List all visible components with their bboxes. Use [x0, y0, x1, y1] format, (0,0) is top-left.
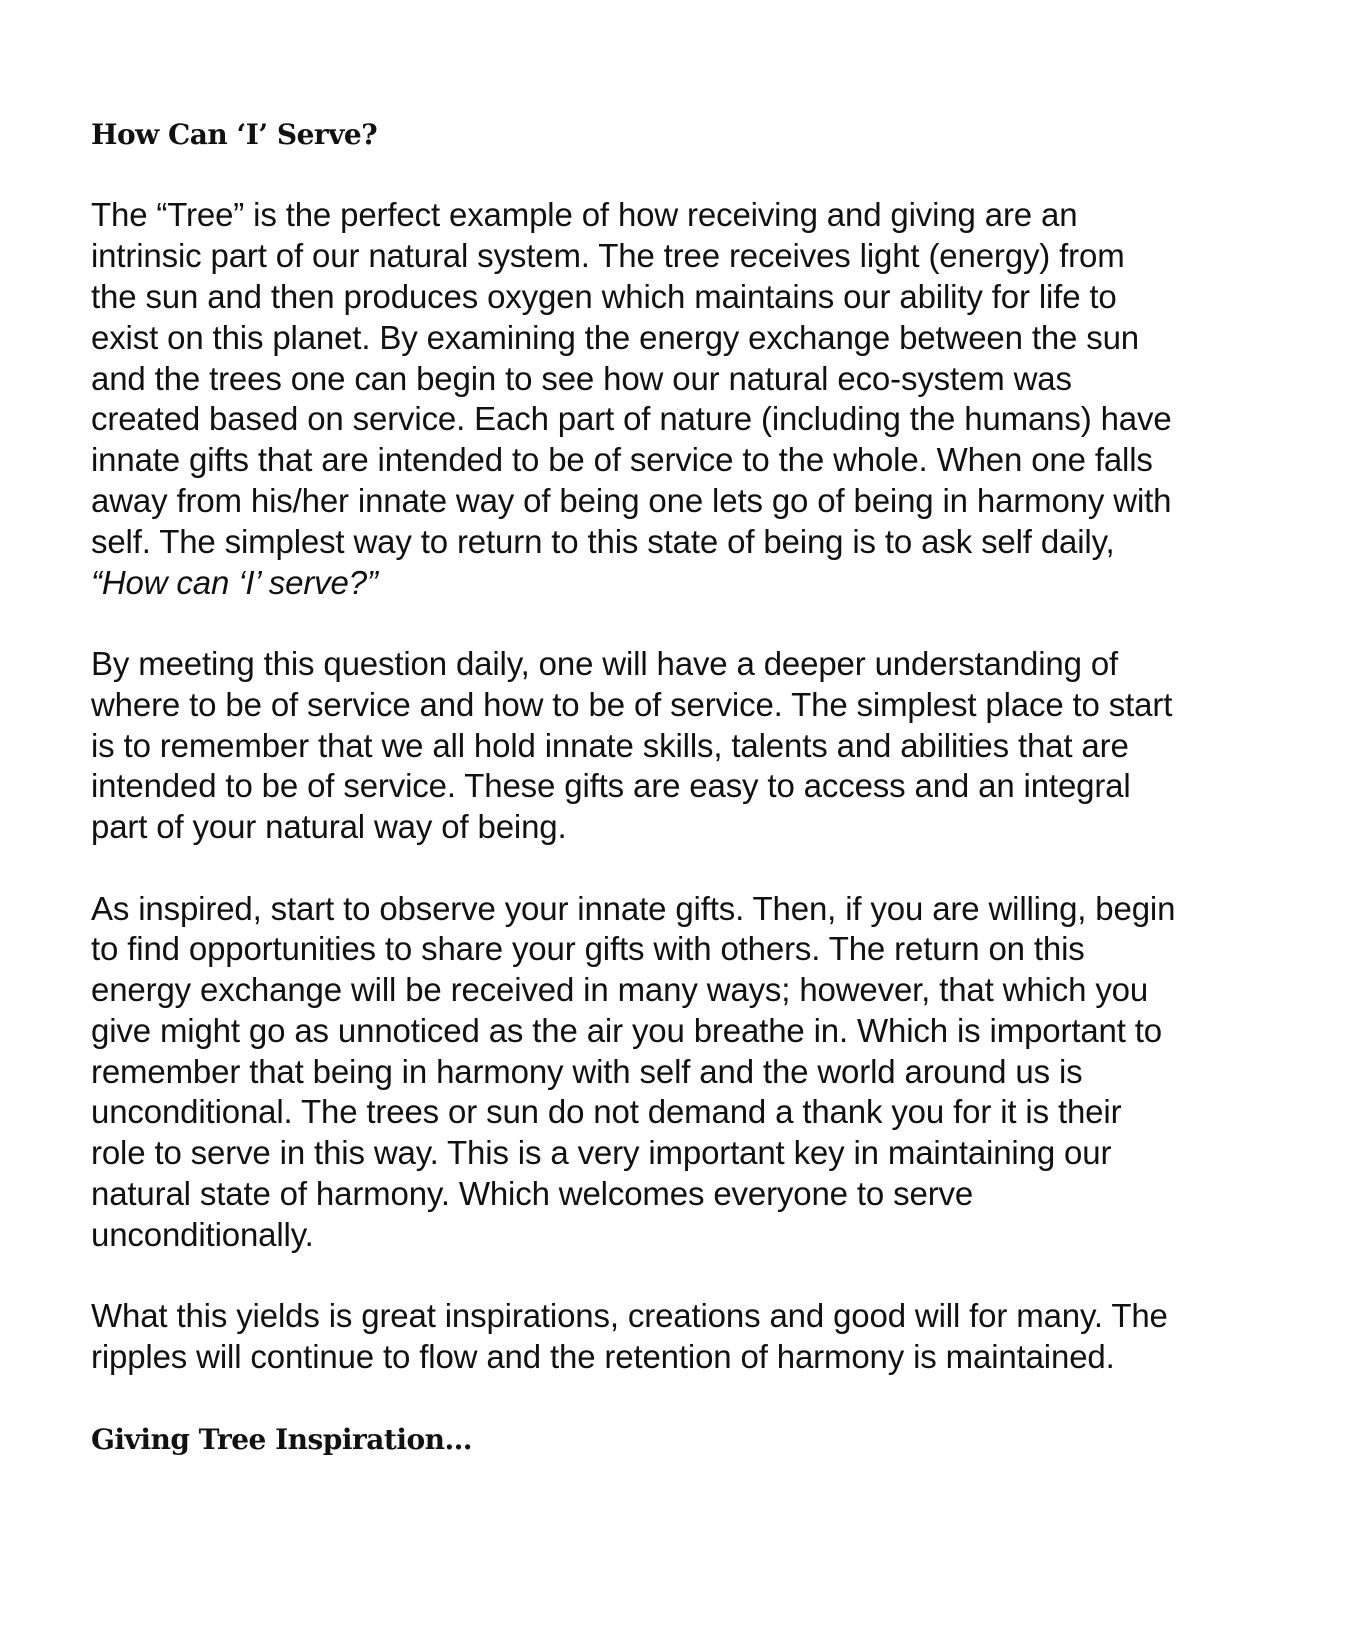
- paragraph-line: and the trees one can begin to see how our natural eco-system was: [91, 360, 1072, 397]
- paragraph-line: the sun and then produces oxygen which maintains our ability for life to: [91, 278, 1117, 315]
- paragraph-line: is to remember that we all hold innate skills, talents and abilities that are: [91, 727, 1129, 764]
- paragraph-line: What this yields is great inspirations, creations and good will for many. The: [91, 1297, 1168, 1334]
- paragraph-line: to find opportunities to share your gifts with others. The return on this: [91, 930, 1085, 967]
- italic-question: “How can ‘I’ serve?”: [91, 564, 378, 601]
- paragraph-line: energy exchange will be received in many ways; however, that which you: [91, 971, 1149, 1008]
- paragraph-line: natural state of harmony. Which welcomes everyone to serve: [91, 1175, 974, 1212]
- paragraph-line: part of your natural way of being.: [91, 808, 567, 845]
- paragraph-line: created based on service. Each part of nature (including the humans) have: [91, 400, 1172, 437]
- closing-heading: Giving Tree Inspiration…: [91, 1423, 472, 1456]
- paragraph-line: away from his/her innate way of being one lets go of being in harmony with: [91, 482, 1172, 519]
- paragraph-line: unconditional. The trees or sun do not demand a thank you for it is their: [91, 1093, 1122, 1130]
- document-title: How Can ‘I’ Serve?: [91, 118, 378, 151]
- paragraph-line: unconditionally.: [91, 1216, 314, 1253]
- paragraph-line: role to serve in this way. This is a very important key in maintaining our: [91, 1134, 1112, 1171]
- paragraph-line: self. The simplest way to return to this state of being is to ask self daily,: [91, 523, 1115, 560]
- paragraph-line: intrinsic part of our natural system. The tree receives light (energy) from: [91, 237, 1125, 274]
- paragraph-line: where to be of service and how to be of service. The simplest place to start: [91, 686, 1173, 723]
- paragraph-line: As inspired, start to observe your innate gifts. Then, if you are willing, begin: [91, 890, 1176, 927]
- paragraph-line: exist on this planet. By examining the energy exchange between the sun: [91, 319, 1140, 356]
- paragraph-line: give might go as unnoticed as the air you breathe in. Which is important to: [91, 1012, 1162, 1049]
- paragraph-line: By meeting this question daily, one will have a deeper understanding of: [91, 645, 1119, 682]
- paragraph-line: The “Tree” is the perfect example of how receiving and giving are an: [91, 196, 1078, 233]
- paragraph-line: remember that being in harmony with self and the world around us is: [91, 1053, 1083, 1090]
- paragraph-line: ripples will continue to flow and the retention of harmony is maintained.: [91, 1338, 1115, 1375]
- paragraph-line: intended to be of service. These gifts are easy to access and an integral: [91, 767, 1131, 804]
- paragraph-line: innate gifts that are intended to be of service to the whole. When one falls: [91, 441, 1153, 478]
